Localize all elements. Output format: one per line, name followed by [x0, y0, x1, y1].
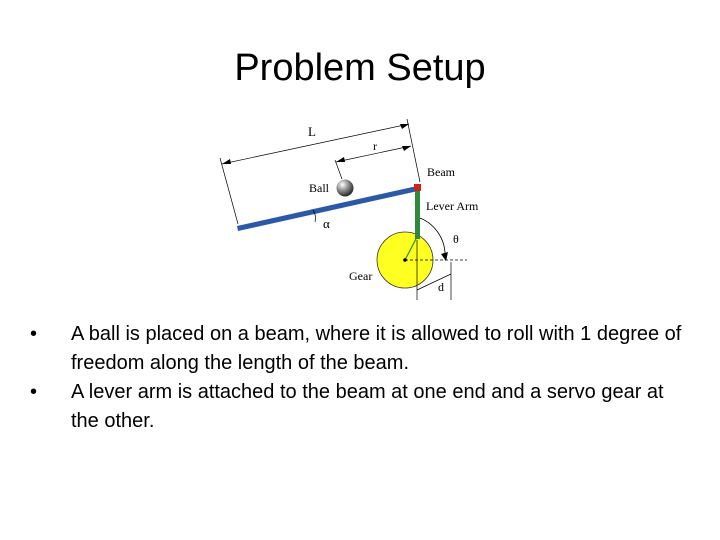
label-alpha: α: [323, 216, 330, 231]
bullet-marker: •: [30, 323, 38, 345]
slide-title: Problem Setup: [234, 47, 486, 89]
bullet-list: [30, 320, 690, 436]
label-ball: Ball: [309, 181, 329, 195]
l-extension-left: [220, 158, 238, 224]
bullet-item: [30, 320, 690, 378]
l-extension-right: [407, 119, 420, 182]
label-theta: θ: [453, 232, 459, 246]
label-lever-arm: Lever Arm: [426, 199, 479, 213]
bullet-item: [30, 378, 690, 436]
l-arrowhead-left: [222, 159, 231, 164]
r-arrowhead-left: [336, 157, 345, 162]
lever-arm: [415, 189, 420, 239]
bullet-text: A ball is placed on a beam, where it is allowed to roll with 1 degree of freedom along the length of the beam.: [71, 323, 682, 374]
bullet-text: A lever arm is attached to the beam at one end and a servo gear at the other.: [71, 381, 664, 432]
beam-pivot: [414, 184, 421, 191]
l-arrowhead-right: [400, 124, 409, 129]
r-extension-ball: [335, 160, 342, 179]
label-length: L: [308, 124, 316, 139]
gear-center: [403, 258, 407, 262]
ball: [337, 180, 354, 197]
r-arrowhead-right: [402, 146, 411, 151]
label-position: r: [373, 139, 377, 153]
label-offset: d: [438, 280, 444, 294]
label-beam: Beam: [427, 165, 455, 179]
bullet-marker: •: [30, 381, 38, 403]
ball-and-beam-diagram: [205, 112, 505, 307]
label-gear: Gear: [349, 269, 373, 283]
